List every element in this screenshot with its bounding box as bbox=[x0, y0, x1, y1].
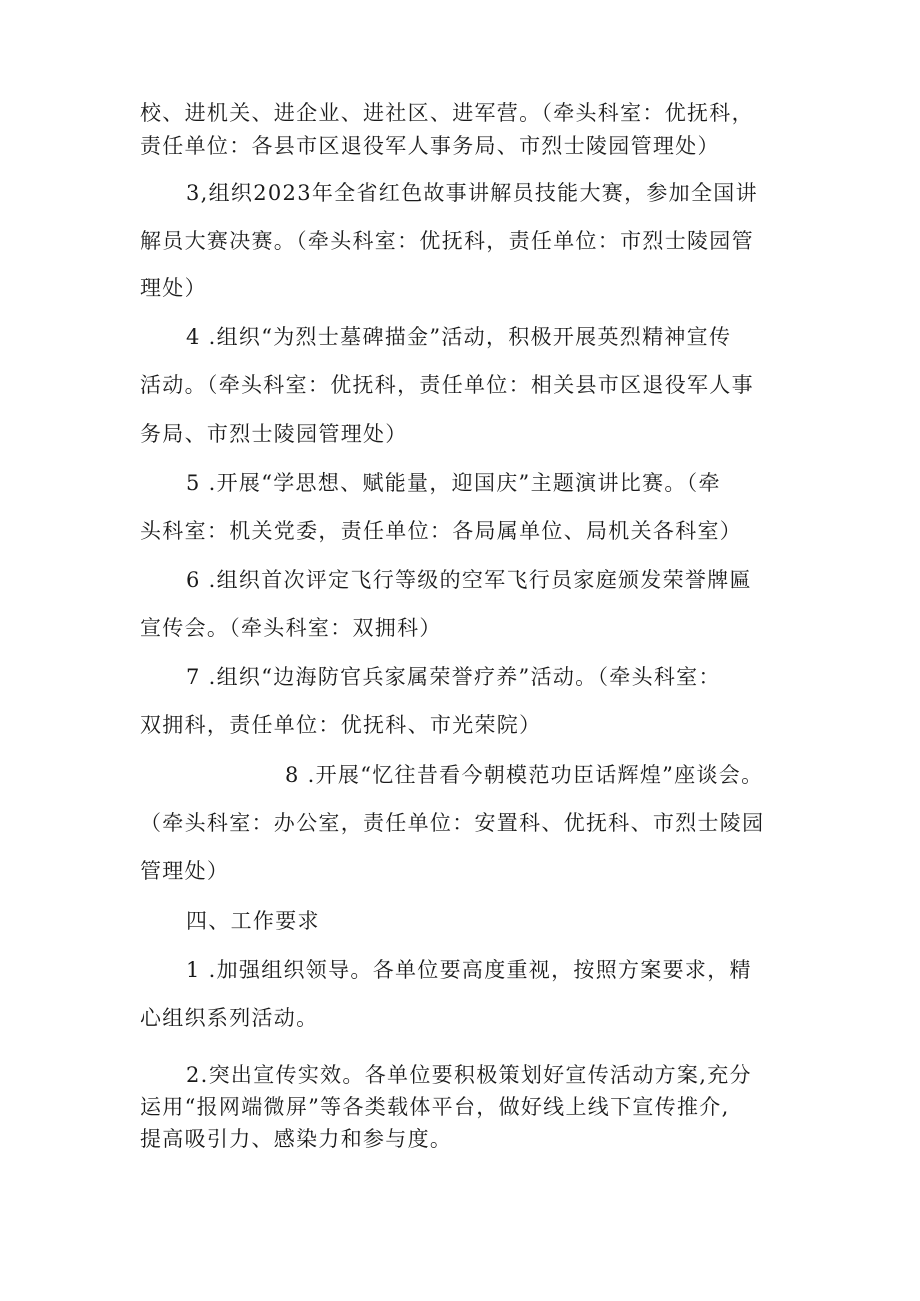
req-2-line-1: 2.突出宣传实效。各单位要积极策划好宣传活动方案,充分 bbox=[186, 1063, 752, 1087]
item-4-line-1: 4 .组织“为烈士墓碑描金”活动，积极开展英烈精神宣传 bbox=[186, 325, 732, 349]
req-2-line-3: 提高吸引力、感染力和参与度。 bbox=[140, 1127, 453, 1151]
item-5-line-1: 5 .开展“学思想、赋能量，迎国庆”主题演讲比赛。（牵 bbox=[186, 471, 721, 495]
item-8-line-2: （牵头科室：办公室，责任单位：安置科、优抚科、市烈士陵园 bbox=[140, 811, 765, 835]
section-heading-work-requirements: 四、工作要求 bbox=[186, 909, 320, 933]
item-6-line-1: 6 .组织首次评定飞行等级的空军飞行员家庭颁发荣誉牌匾 bbox=[186, 568, 752, 592]
item-8-line-3: 管理处） bbox=[140, 859, 230, 883]
item-3-line-3: 理处） bbox=[140, 276, 207, 300]
item-3-line-1: 3,组织2023年全省红色故事讲解员技能大赛，参加全国讲 bbox=[186, 181, 758, 205]
text-line-2: 责任单位：各县市区退役军人事务局、市烈士陵园管理处） bbox=[140, 134, 720, 158]
item-7-line-1: 7 .组织“边海防官兵家属荣誉疗养”活动。（牵头科室： bbox=[186, 665, 721, 689]
item-3-line-2: 解员大赛决赛。（牵头科室：优抚科，责任单位：市烈士陵园管 bbox=[140, 229, 754, 253]
req-1-line-1: 1 .加强组织领导。各单位要高度重视，按照方案要求，精 bbox=[186, 958, 752, 982]
req-1-line-2: 心组织系列活动。 bbox=[140, 1006, 319, 1030]
item-6-line-2: 宣传会。（牵头科室：双拥科） bbox=[140, 616, 442, 640]
req-2-line-2: 运用“报网端微屏”等各类载体平台，做好线上线下宣传推介, bbox=[140, 1095, 730, 1119]
text-line-1: 校、进机关、进企业、进社区、进军营。（牵头科室：优抚科， bbox=[140, 101, 754, 125]
item-4-line-2: 活动。（牵头科室：优抚科，责任单位：相关县市区退役军人事 bbox=[140, 373, 754, 397]
item-7-line-2: 双拥科，责任单位：优抚科、市光荣院） bbox=[140, 713, 542, 737]
item-8-line-1: 8 .开展“忆往昔看今朝模范功臣话辉煌”座谈会。 bbox=[285, 763, 764, 787]
item-5-line-2: 头科室：机关党委，责任单位：各局属单位、局机关各科室） bbox=[140, 519, 743, 543]
item-4-line-3: 务局、市烈士陵园管理处） bbox=[140, 422, 408, 446]
